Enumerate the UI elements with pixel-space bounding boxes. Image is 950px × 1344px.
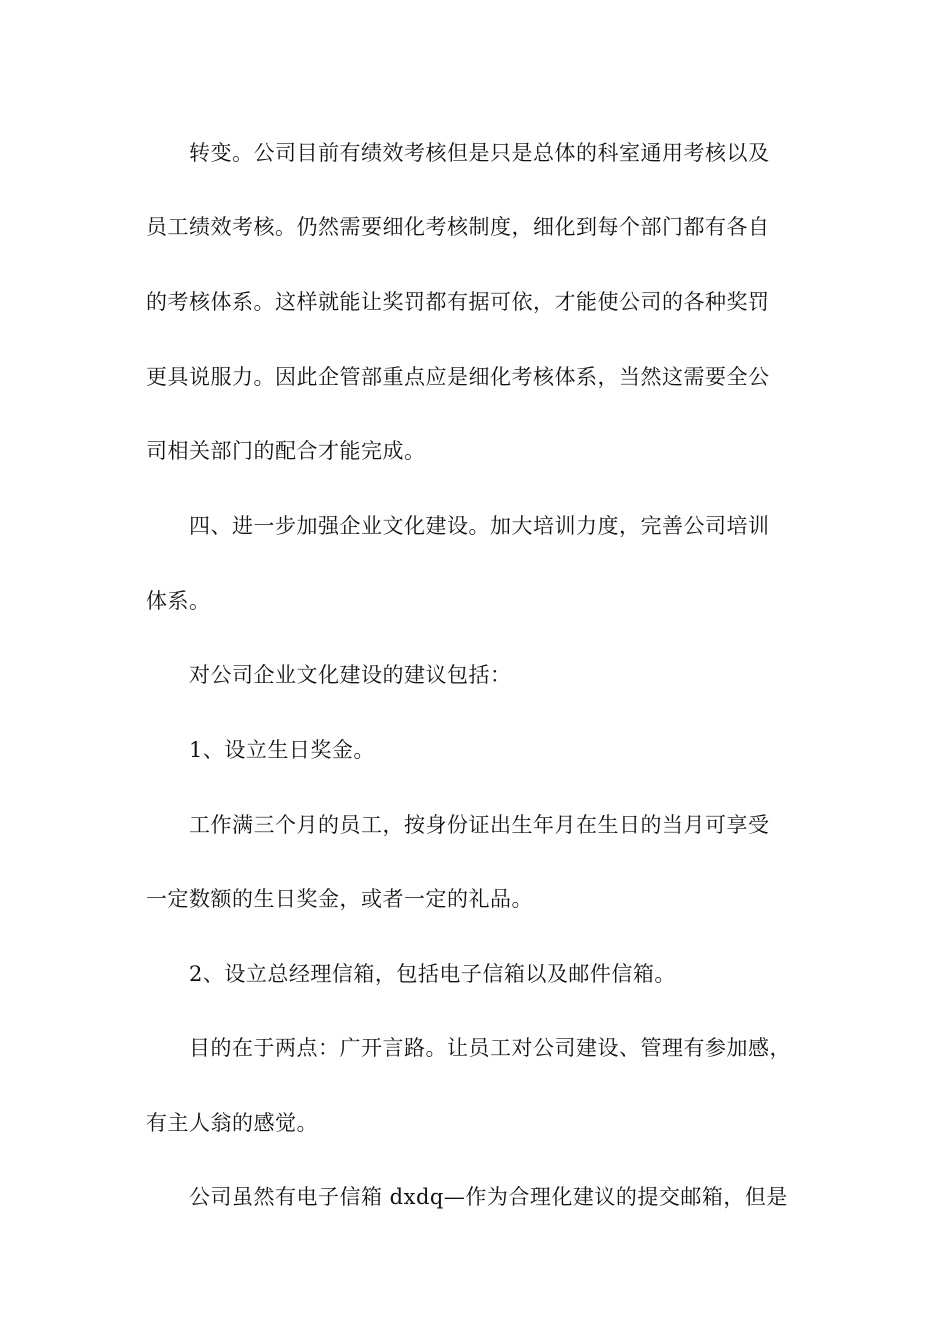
text-line: 体系。 bbox=[146, 589, 211, 613]
text-line: 公司虽然有电子信箱 dxdq—作为合理化建议的提交邮箱，但是 bbox=[189, 1185, 788, 1209]
text-line: 有主人翁的感觉。 bbox=[146, 1111, 318, 1135]
text-line: 转变。公司目前有绩效考核但是只是总体的科室通用考核以及 bbox=[189, 141, 770, 165]
text-line: 司相关部门的配合才能完成。 bbox=[146, 439, 426, 463]
list-item: 2、设立总经理信箱，包括电子信箱以及邮件信箱。 bbox=[189, 962, 676, 986]
text-line: 员工绩效考核。仍然需要细化考核制度，细化到每个部门都有各自 bbox=[146, 215, 770, 239]
text-line: 工作满三个月的员工，按身份证出生年月在生日的当月可享受 bbox=[189, 813, 770, 837]
section-heading: 四、进一步加强企业文化建设。加大培训力度，完善公司培训 bbox=[189, 514, 770, 538]
text-line: 更具说服力。因此企管部重点应是细化考核体系，当然这需要全公 bbox=[146, 365, 770, 389]
text-line: 目的在于两点：广开言路。让员工对公司建设、管理有参加感， bbox=[189, 1036, 791, 1060]
text-line: 对公司企业文化建设的建议包括： bbox=[189, 663, 512, 687]
text-line: 的考核体系。这样就能让奖罚都有据可依，才能使公司的各种奖罚 bbox=[146, 290, 770, 314]
text-line: 一定数额的生日奖金，或者一定的礼品。 bbox=[146, 887, 533, 911]
list-item: 1、设立生日奖金。 bbox=[189, 738, 375, 762]
